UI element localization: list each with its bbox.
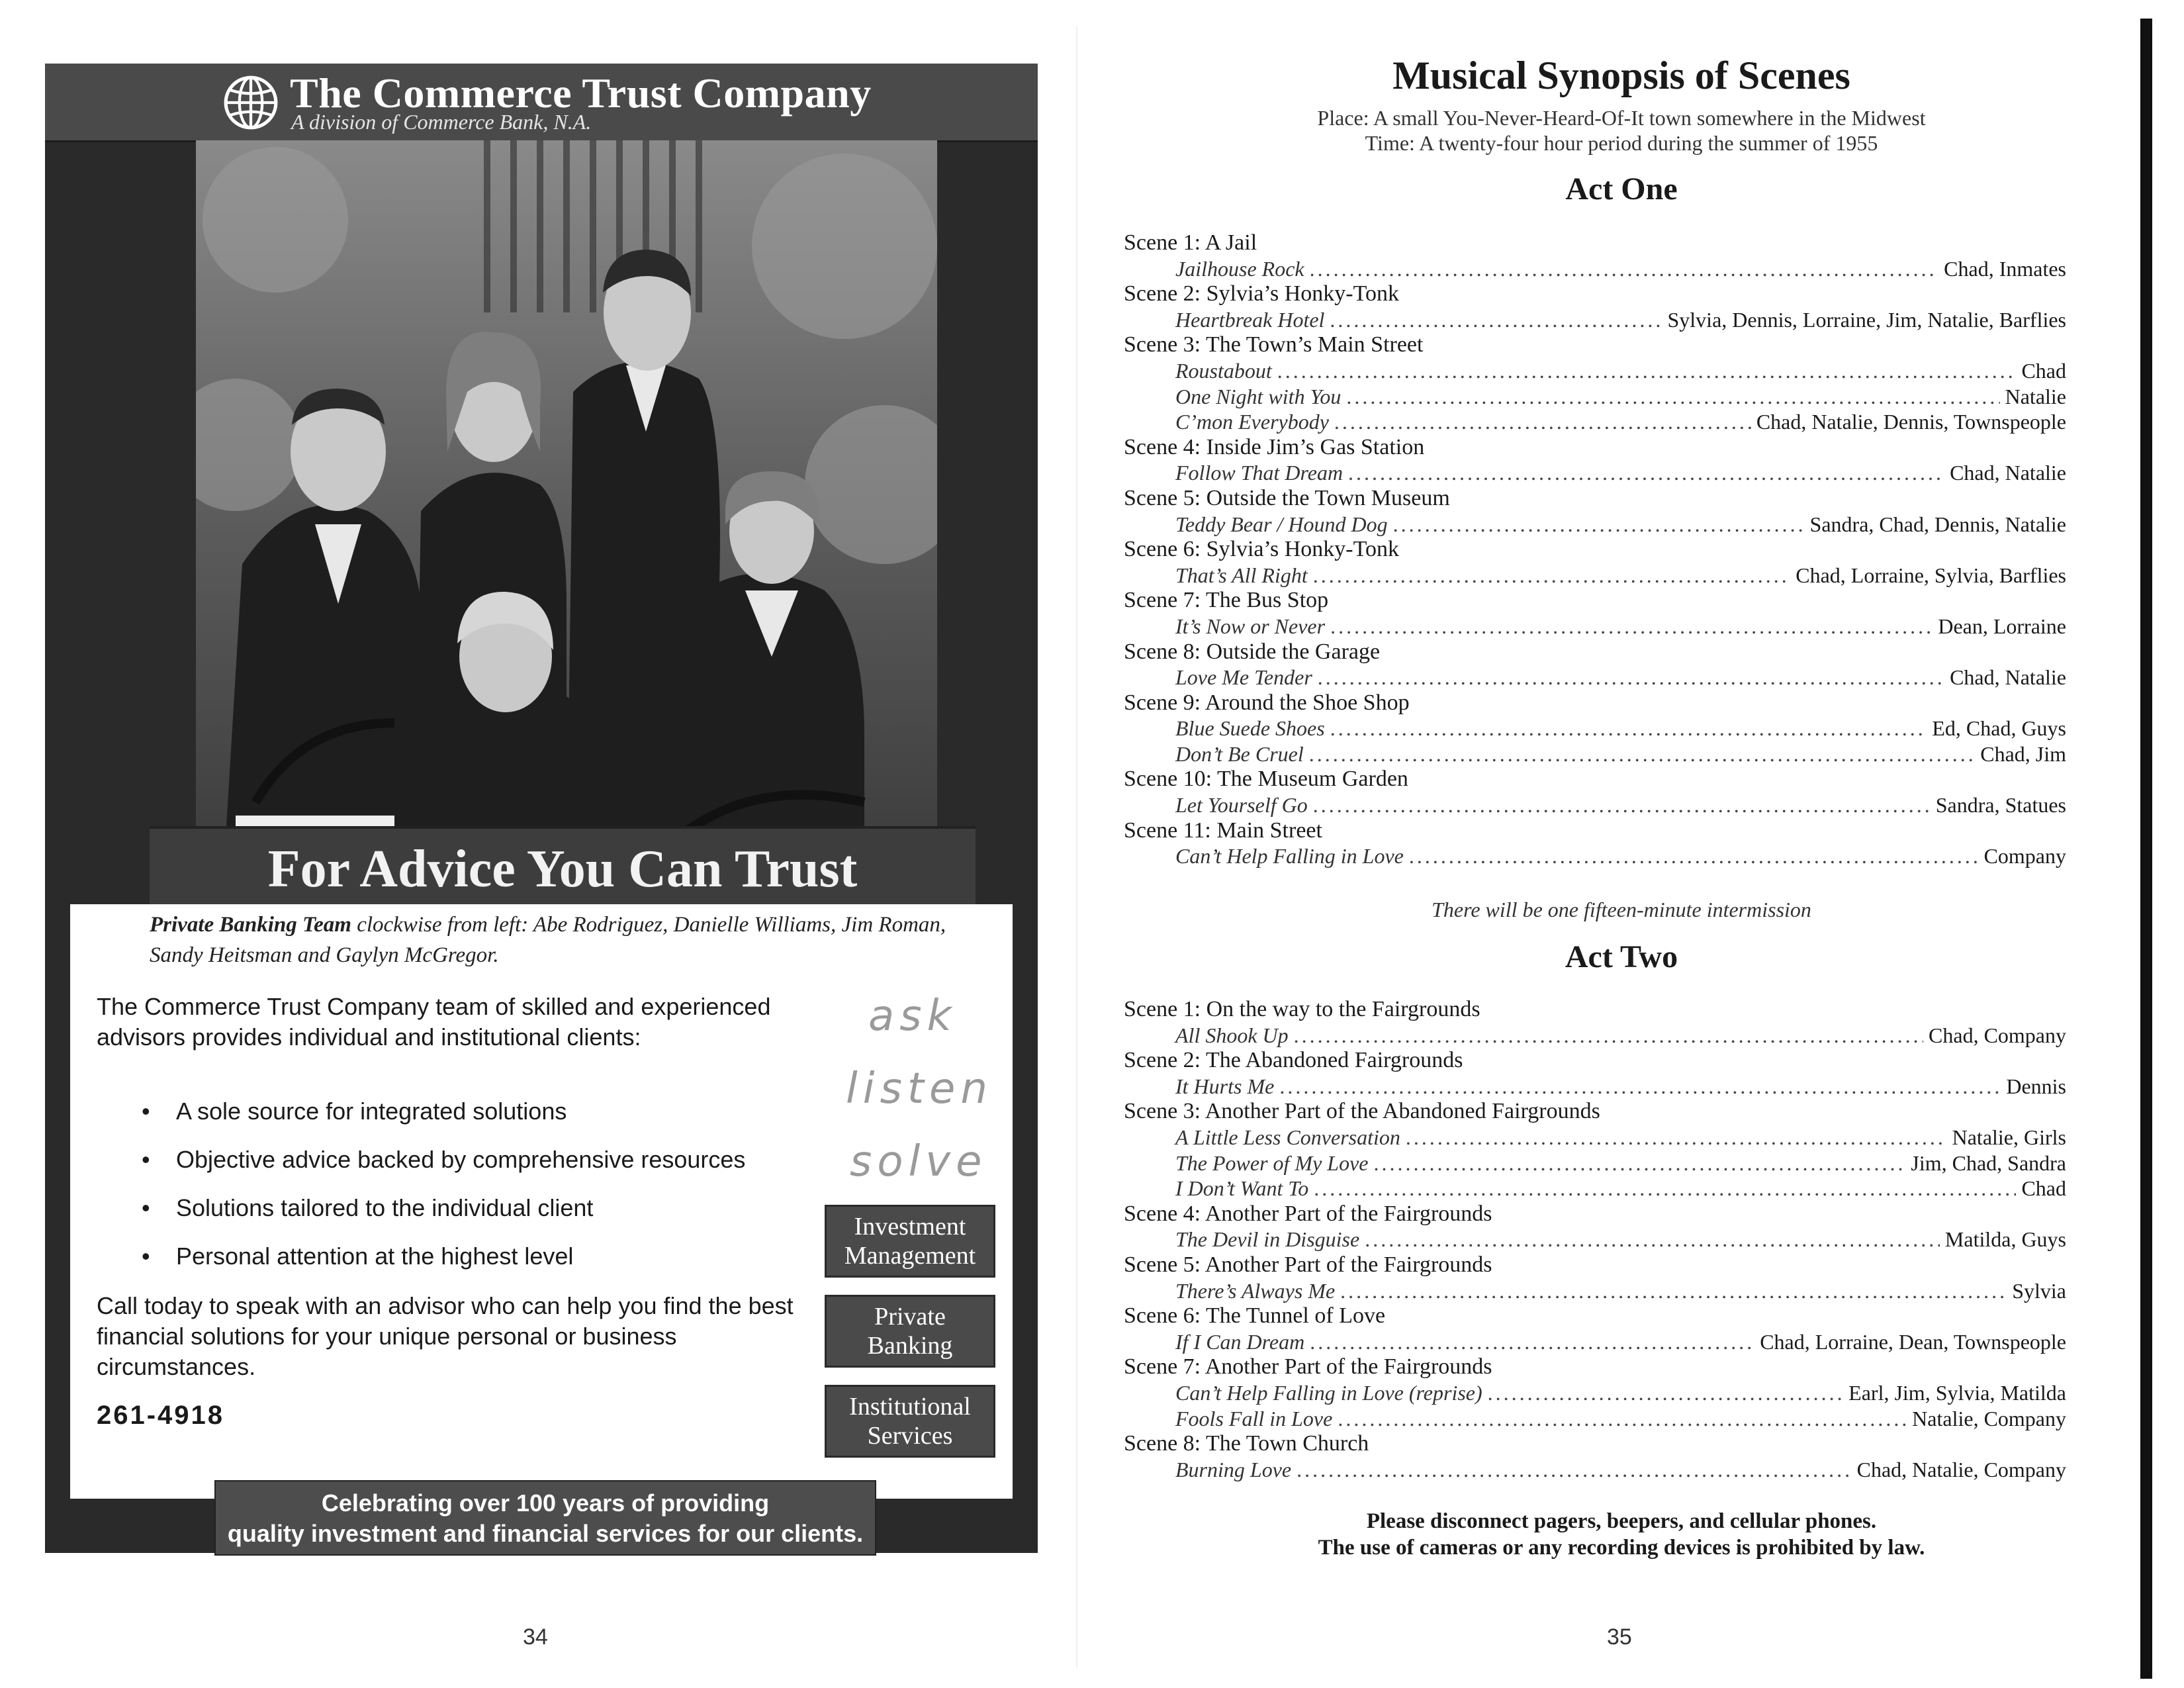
dot-leader [1309, 741, 1975, 767]
company-name: The Commerce Trust Company [290, 70, 872, 117]
company-division: A division of Commerce Bank, N.A. [291, 110, 592, 134]
act-two-scenes [1124, 997, 2066, 1482]
song-cast: Chad, Natalie [1950, 461, 2066, 485]
setting-place: Place: A small You-Never-Heard-Of-It town somewhere in the Midwest [1317, 106, 1926, 130]
call-to-action: Call today to speak with an advisor who can help you find the best financial solutions for your unique personal or business circumstances. [97, 1292, 794, 1380]
song-title: Let Yourself Go [1175, 793, 1308, 818]
service-investment-management [825, 1205, 995, 1278]
dot-leader [1365, 1227, 1940, 1252]
song-cast: Ed, Chad, Guys [1932, 716, 2066, 741]
song-cast: Dennis [2006, 1074, 2066, 1098]
dot-leader [1279, 1074, 2001, 1100]
scene-heading: Scene 10: The Museum Garden [1124, 767, 1408, 792]
song-cast: Dean, Lorraine [1938, 614, 2066, 638]
scene-heading: Scene 6: Sylvia’s Honky-Tonk [1124, 537, 1399, 562]
service-private-banking [825, 1295, 995, 1368]
song-title: Heartbreak Hotel [1175, 307, 1325, 332]
song-cast: Matilda, Guys [1944, 1227, 2066, 1252]
audience-notice [1085, 1508, 2158, 1561]
dot-leader [1393, 512, 1805, 538]
dot-leader [1330, 716, 1927, 741]
benefits-list [139, 1096, 801, 1289]
song-title: Blue Suede Shoes [1175, 716, 1325, 741]
list-item: • Solutions tailored to the individual client [139, 1193, 801, 1241]
song-row [1124, 665, 2066, 690]
act-two-heading: Act Two [1565, 939, 1678, 974]
scene-heading: Scene 11: Main Street [1124, 818, 1322, 843]
setting-time: Time: A twenty-four hour period during the summer of 1955 [1365, 131, 1878, 155]
dot-leader [1346, 384, 1999, 410]
act-one-heading: Act One [1565, 171, 1678, 207]
song-title: That’s All Right [1175, 563, 1308, 587]
song-cast: Chad, Jim [1980, 741, 2066, 766]
song-row [1124, 512, 2066, 538]
binding-edge [2140, 19, 2152, 1679]
song-title: Roustabout [1175, 358, 1272, 383]
song-title: Can’t Help Falling in Love (reprise) [1175, 1380, 1482, 1405]
song-cast: Chad [2021, 358, 2066, 383]
song-title: The Power of My Love [1175, 1150, 1369, 1175]
song-row [1124, 614, 2066, 639]
song-cast: Sandra, Statues [1935, 793, 2066, 818]
song-row [1124, 792, 2066, 818]
dot-leader [1310, 256, 1939, 282]
song-row [1124, 563, 2066, 588]
song-title: Teddy Bear / Hound Dog [1175, 512, 1388, 536]
song-title: All Shook Up [1175, 1023, 1289, 1047]
notice-line: The use of cameras or any recording devices is prohibited by law. [1318, 1536, 1925, 1560]
song-row [1124, 256, 2066, 282]
song-row [1124, 460, 2066, 486]
song-row [1124, 1023, 2066, 1049]
dot-leader [1297, 1457, 1852, 1483]
page-number-left: 34 [523, 1624, 548, 1650]
song-row [1124, 843, 2066, 869]
dot-leader [1348, 460, 1944, 486]
scene-heading: Scene 3: Another Part of the Abandoned Fairgrounds [1124, 1099, 1600, 1124]
tagline-banner [150, 826, 976, 910]
scene-heading: Scene 5: Outside the Town Museum [1124, 485, 1450, 510]
footer-text [216, 1488, 875, 1549]
dot-leader [1334, 409, 1751, 435]
dot-leader [1277, 358, 2017, 384]
song-title: There’s Always Me [1175, 1278, 1336, 1303]
synopsis-title: Musical Synopsis of Scenes [1392, 54, 1850, 97]
song-cast: Earl, Jim, Sylvia, Matilda [1848, 1380, 2066, 1405]
song-title: Jailhouse Rock [1175, 256, 1304, 281]
song-title: I Don’t Want To [1175, 1176, 1309, 1201]
dot-leader [1374, 1150, 1906, 1176]
word-listen: listen [846, 1064, 993, 1113]
dot-leader [1330, 307, 1662, 333]
song-row [1124, 1150, 2066, 1176]
scene-heading: Scene 1: A Jail [1124, 230, 1257, 255]
song-row [1124, 716, 2066, 741]
song-row [1124, 1074, 2066, 1100]
scene-heading: Scene 2: The Abandoned Fairgrounds [1124, 1048, 1463, 1073]
song-row [1124, 358, 2066, 384]
song-title: One Night with You [1175, 384, 1342, 408]
song-row [1124, 741, 2066, 767]
page-gutter [1076, 26, 1077, 1668]
phone-number: 261-4918 [97, 1401, 225, 1430]
song-cast: Natalie, Company [1912, 1406, 2066, 1430]
song-cast: Natalie [2005, 384, 2066, 408]
song-row [1124, 307, 2066, 333]
scene-heading: Scene 3: The Town’s Main Street [1124, 332, 1424, 357]
service-institutional-services [825, 1385, 995, 1458]
service-label: Investment [854, 1213, 966, 1241]
song-cast: Chad, Natalie, Dennis, Townspeople [1756, 410, 2066, 434]
song-cast: Sylvia [2012, 1278, 2066, 1303]
dot-leader [1294, 1023, 1923, 1049]
ad-header [45, 64, 1038, 142]
song-cast: Natalie, Girls [1952, 1125, 2066, 1149]
service-label: Services [867, 1422, 953, 1450]
dot-leader [1310, 1329, 1754, 1355]
song-title: Burning Love [1175, 1457, 1292, 1481]
song-cast: Jim, Chad, Sandra [1911, 1150, 2066, 1175]
scene-heading: Scene 4: Another Part of the Fairgrounds [1124, 1201, 1492, 1226]
list-item: • Personal attention at the highest level [139, 1241, 801, 1289]
scene-heading: Scene 2: Sylvia’s Honky-Tonk [1124, 281, 1399, 306]
word-ask: ask [868, 992, 957, 1041]
song-row [1124, 1278, 2066, 1304]
intro-text: The Commerce Trust Company team of skilled and experienced advisors provides individual and institutional clients: [97, 993, 771, 1051]
service-label: Institutional [849, 1393, 971, 1421]
dot-leader [1330, 614, 1933, 639]
song-title: If I Can Dream [1175, 1329, 1305, 1354]
dot-leader [1313, 563, 1790, 588]
song-cast: Chad, Lorraine, Sylvia, Barflies [1796, 563, 2066, 587]
tagline: For Advice You Can Trust [267, 840, 858, 898]
dot-leader [1406, 1125, 1947, 1150]
song-title: Follow That Dream [1175, 461, 1343, 485]
song-cast: Chad, Company [1929, 1023, 2066, 1047]
list-item: • A sole source for integrated solutions [139, 1096, 801, 1145]
dot-leader [1338, 1406, 1907, 1432]
scene-heading: Scene 7: Another Part of the Fairgrounds [1124, 1354, 1492, 1380]
scene-heading: Scene 9: Around the Shoe Shop [1124, 690, 1410, 715]
song-cast: Chad, Inmates [1944, 256, 2066, 281]
caption-lead: Private Banking Team [150, 913, 351, 937]
song-row [1124, 1125, 2066, 1150]
song-cast: Chad, Natalie, Company [1856, 1457, 2066, 1481]
service-label: Management [844, 1242, 976, 1270]
song-title: Don’t Be Cruel [1175, 741, 1304, 766]
song-cast: Sandra, Chad, Dennis, Natalie [1809, 512, 2066, 536]
song-title: It Hurts Me [1175, 1074, 1275, 1098]
song-title: Love Me Tender [1175, 665, 1312, 690]
scene-heading: Scene 1: On the way to the Fairgrounds [1124, 997, 1480, 1021]
song-title: Can’t Help Falling in Love [1175, 844, 1404, 868]
song-row [1124, 384, 2066, 410]
photo-caption [150, 910, 957, 970]
song-cast: Company [1983, 844, 2066, 868]
scene-heading: Scene 7: The Bus Stop [1124, 588, 1329, 613]
word-solve: solve [850, 1137, 987, 1186]
notice-line: Please disconnect pagers, beepers, and cellular phones. [1366, 1509, 1877, 1533]
scene-heading: Scene 6: The Tunnel of Love [1124, 1303, 1386, 1329]
scene-heading: Scene 8: The Town Church [1124, 1431, 1369, 1456]
song-title: The Devil in Disguise [1175, 1227, 1360, 1252]
list-item: • Objective advice backed by comprehensive resources [139, 1145, 801, 1193]
song-row [1124, 409, 2066, 435]
song-row [1124, 1457, 2066, 1483]
song-row [1124, 1329, 2066, 1355]
footer-line: Celebrating over 100 years of providing [321, 1489, 770, 1517]
intermission-note: There will be one fifteen-minute intermission [1432, 898, 1811, 921]
team-photo [196, 140, 937, 892]
scene-heading: Scene 4: Inside Jim’s Gas Station [1124, 434, 1425, 459]
caption-names: clockwise from left: Abe Rodriguez, Danielle Williams, Jim Roman, Sandy Heitsman and Gaylyn McGregor. [150, 913, 946, 967]
footer-line: quality investment and financial services for our clients. [227, 1520, 864, 1547]
service-label: Private [874, 1303, 946, 1331]
globe-logo-icon [222, 74, 279, 131]
dot-leader [1314, 1176, 2016, 1201]
song-cast: Sylvia, Dennis, Lorraine, Jim, Natalie, Barflies [1667, 307, 2066, 332]
song-row [1124, 1176, 2066, 1201]
dot-leader [1313, 792, 1931, 818]
song-title: C’mon Everybody [1175, 410, 1329, 434]
dot-leader [1340, 1278, 2007, 1304]
scene-heading: Scene 5: Another Part of the Fairgrounds [1124, 1252, 1492, 1277]
song-cast: Chad, Natalie [1950, 665, 2066, 690]
dot-leader [1488, 1380, 1844, 1406]
song-row [1124, 1380, 2066, 1406]
service-label: Banking [867, 1332, 953, 1360]
song-cast: Chad [2021, 1176, 2066, 1201]
act-one-scenes [1124, 230, 2066, 869]
song-title: Fools Fall in Love [1175, 1406, 1333, 1430]
song-row [1124, 1227, 2066, 1252]
song-title: It’s Now or Never [1175, 614, 1326, 638]
song-row [1124, 1406, 2066, 1432]
song-cast: Chad, Lorraine, Dean, Townspeople [1760, 1329, 2066, 1354]
scene-heading: Scene 8: Outside the Garage [1124, 639, 1381, 664]
dot-leader [1409, 843, 1979, 869]
page-number-right: 35 [1607, 1624, 1632, 1650]
song-title: A Little Less Conversation [1175, 1125, 1400, 1149]
dot-leader [1318, 665, 1944, 690]
ad-footer-banner [214, 1480, 876, 1556]
